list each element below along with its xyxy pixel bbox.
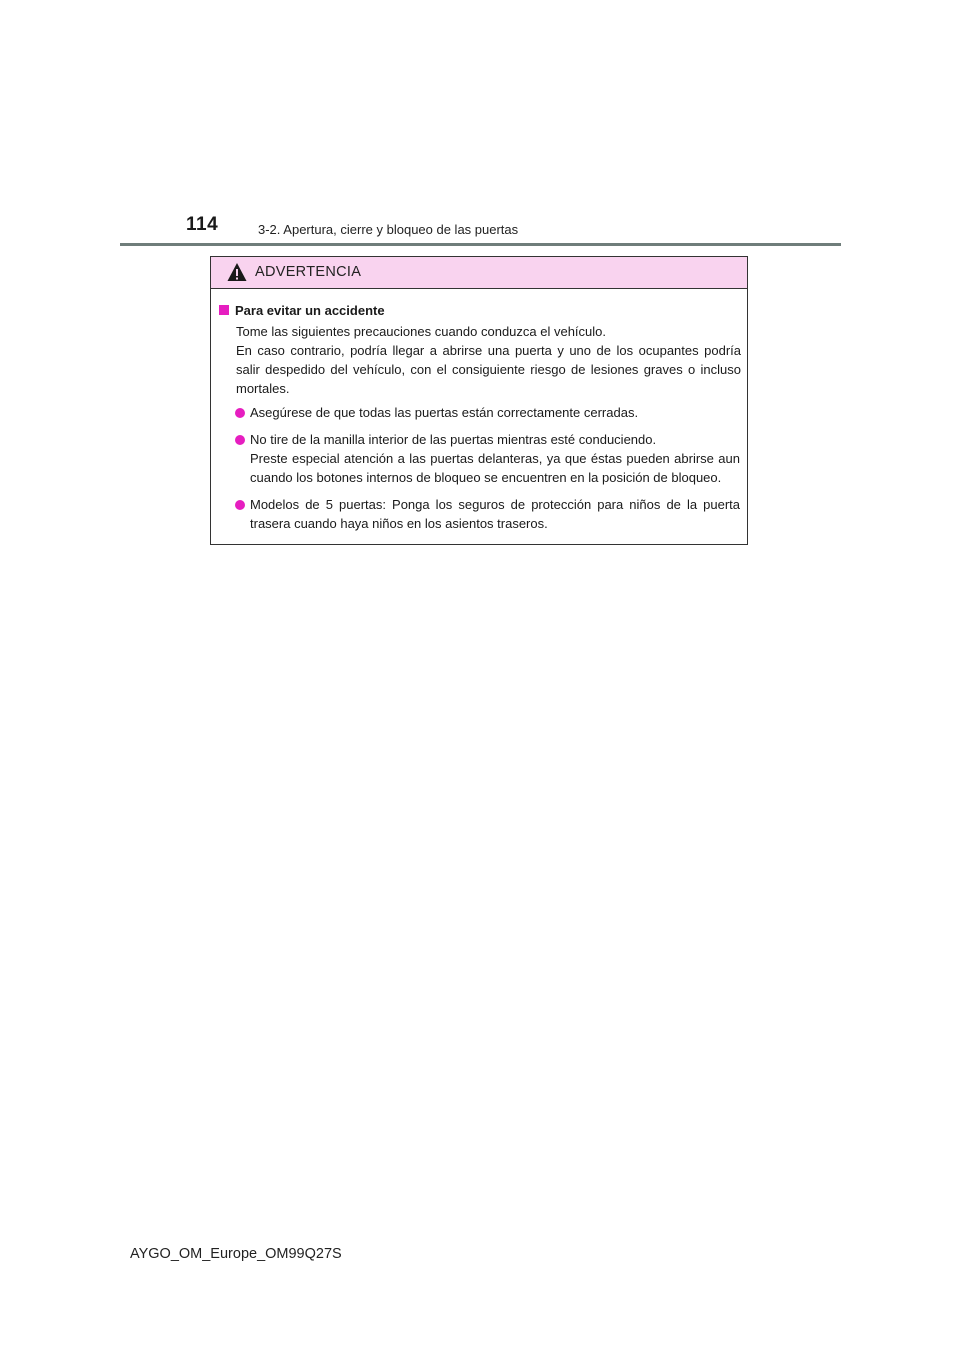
warning-box [210,256,748,545]
round-bullet-icon [235,408,245,418]
bullet-2-line-2: Preste especial atención a las puertas delanteras, ya que éstas pueden abrirse aun cuando los botones internos de bloqueo se encuentren en la posición de bloqueo. [250,451,740,485]
bullet-item-2 [219,430,741,487]
bullet-item-1 [219,403,741,422]
warning-subheading [219,301,741,320]
subheading-text: Para evitar un accidente [235,303,385,318]
footer-document-code: AYGO_OM_Europe_OM99Q27S [130,1246,342,1262]
page-number: 114 [186,214,219,235]
bullet-3-line-1: Modelos de 5 puertas: Ponga los seguros de protección para niños de la puerta trasera cuando haya niños en los asientos traseros. [250,497,740,531]
intro-line-1: Tome las siguientes precauciones cuando conduzca el vehículo. [236,324,607,339]
warning-triangle-icon [227,262,247,282]
warning-header [211,257,747,289]
warning-body [211,289,747,533]
round-bullet-icon [235,500,245,510]
warning-title: ADVERTENCIA [255,264,362,280]
section-title: 3-2. Apertura, cierre y bloqueo de las puertas [258,222,519,237]
square-bullet-icon [219,305,229,315]
bullet-item-3 [219,495,741,533]
header-rule [120,243,841,246]
intro-line-2: En caso contrario, podría llegar a abrirse una puerta y uno de los ocupantes podría salir despedido del vehículo, con el consiguiente riesgo de lesiones graves o incluso mortales. [236,343,741,396]
round-bullet-icon [235,435,245,445]
bullet-2-line-1: No tire de la manilla interior de las puertas mientras esté conduciendo. [250,432,657,447]
bullet-1-line-1: Asegúrese de que todas las puertas están correctamente cerradas. [250,405,639,420]
